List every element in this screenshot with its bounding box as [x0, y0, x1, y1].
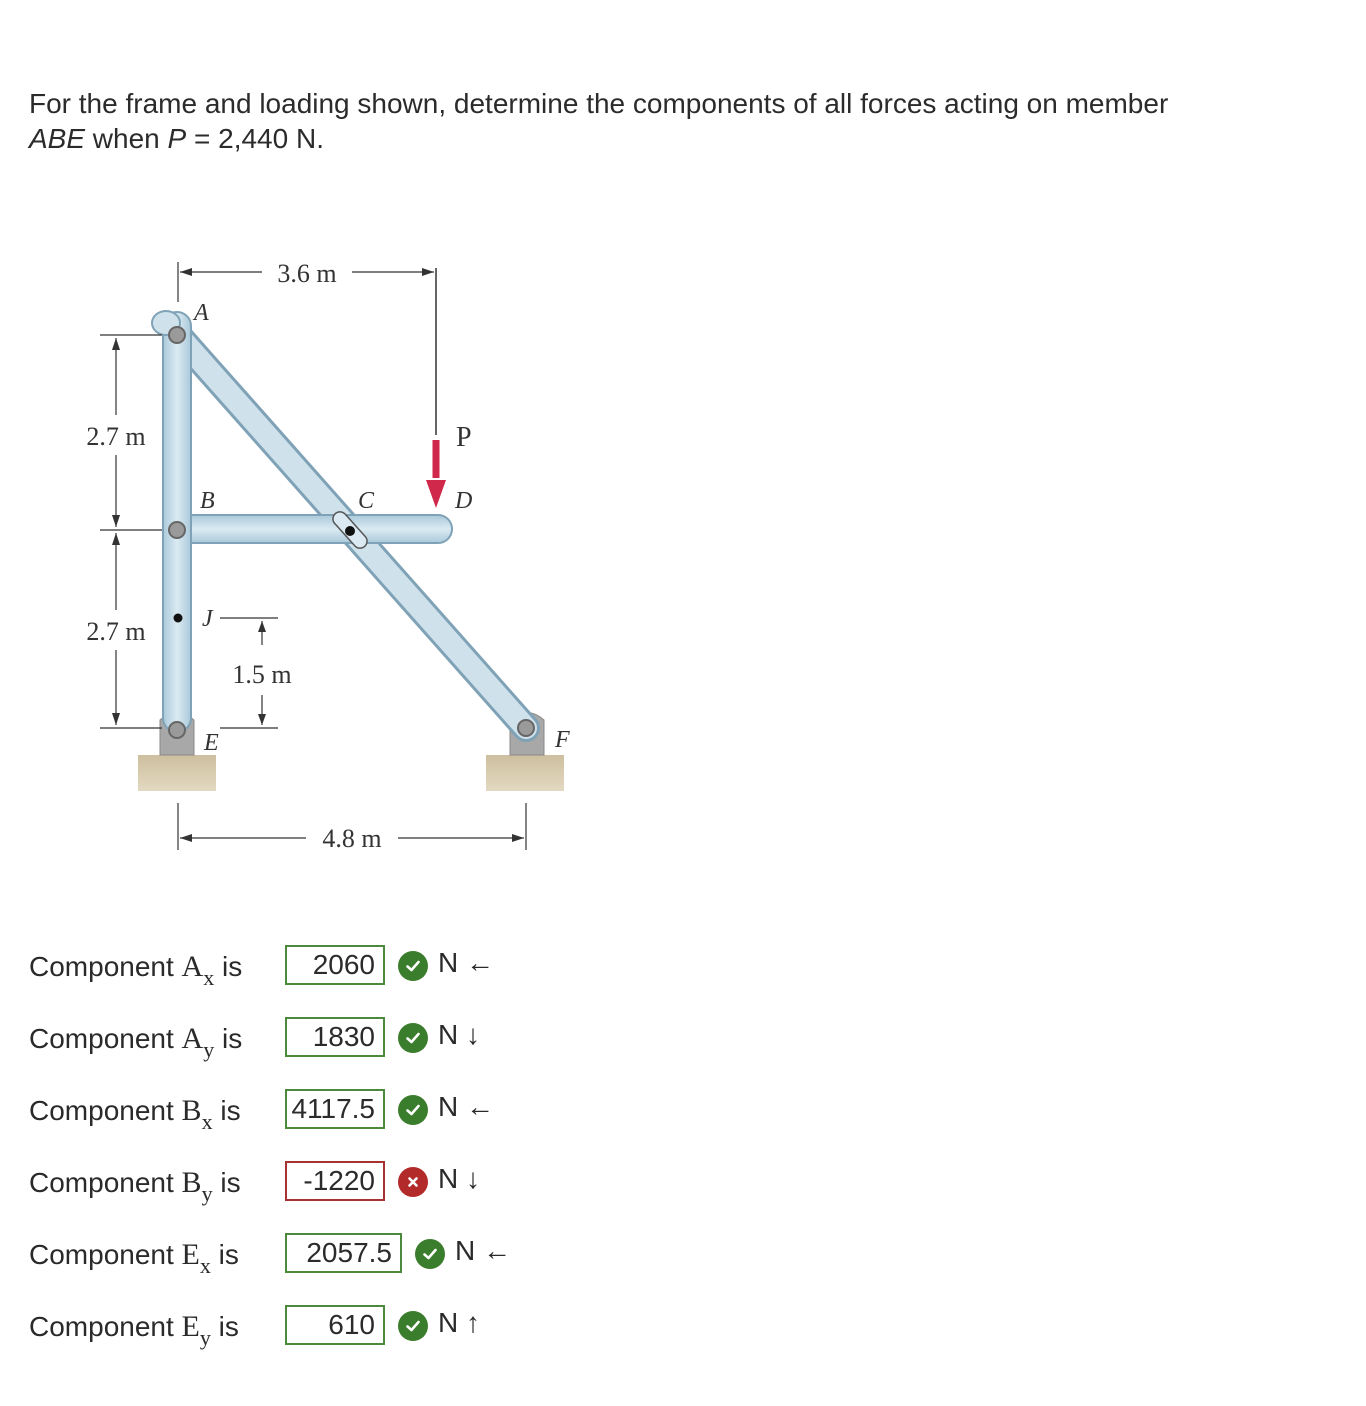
answer-row-ay	[29, 1017, 480, 1062]
dim-bottom-label: 4.8 m	[322, 824, 382, 853]
frame-diagram	[70, 250, 590, 870]
label-c: C	[358, 488, 375, 514]
check-circle-icon	[398, 1311, 428, 1341]
member-name: ABE	[29, 123, 86, 154]
x-circle-icon	[398, 1167, 428, 1197]
ground-support-e	[138, 755, 216, 791]
load-variable: P	[167, 123, 187, 154]
label-b: B	[200, 488, 215, 514]
answer-unit-by: N ↓	[438, 1163, 480, 1194]
pin-c	[345, 526, 355, 536]
answer-row-ex	[29, 1233, 511, 1278]
label-j: J	[202, 606, 213, 632]
check-circle-icon	[398, 951, 428, 981]
dim-top-label: 3.6 m	[277, 259, 337, 288]
answer-label: Component $E_x$ is	[29, 1238, 239, 1278]
answer-label: Component $A_x$ is	[29, 950, 243, 990]
problem-line1: For the frame and loading shown, determine the components of all forces acting on member	[29, 88, 1169, 119]
answer-unit-ay: N ↓	[438, 1019, 480, 1050]
answer-unit-ax: N ←	[438, 947, 494, 978]
dim-j-label: 1.5 m	[232, 660, 292, 689]
answer-row-ey	[29, 1305, 480, 1350]
answer-row-ax	[29, 945, 494, 990]
pin-f	[518, 720, 534, 736]
label-a: A	[194, 300, 209, 326]
answer-list	[29, 945, 511, 1377]
dim-left-lower-label: 2.7 m	[86, 617, 146, 646]
answer-row-by	[29, 1161, 480, 1206]
answer-input-ey[interactable]: 610	[285, 1305, 385, 1345]
answer-label: Component $B_x$ is	[29, 1094, 241, 1134]
problem-statement	[29, 86, 1339, 156]
answer-unit-ex: N ←	[455, 1235, 511, 1266]
answer-unit-ey: N ↑	[438, 1307, 480, 1338]
answer-label: Component $B_y$ is	[29, 1166, 241, 1206]
label-e: E	[204, 730, 219, 756]
check-circle-icon	[398, 1023, 428, 1053]
answer-unit-bx: N ←	[438, 1091, 494, 1122]
check-circle-icon	[415, 1239, 445, 1269]
pin-a	[169, 327, 185, 343]
pin-b	[169, 522, 185, 538]
answer-row-bx	[29, 1089, 494, 1134]
answer-label: Component $A_y$ is	[29, 1022, 243, 1062]
answer-label: Component $E_y$ is	[29, 1310, 239, 1350]
answer-input-ax[interactable]: 2060	[285, 945, 385, 985]
member-bcd	[176, 515, 452, 543]
label-p: P	[456, 422, 472, 453]
load-value: = 2,440 N.	[186, 123, 324, 154]
answer-input-ay[interactable]: 1830	[285, 1017, 385, 1057]
answer-input-by[interactable]: -1220	[285, 1161, 385, 1201]
label-f: F	[555, 727, 570, 753]
answer-input-ex[interactable]: 2057.5	[285, 1233, 402, 1273]
ground-support-f	[486, 755, 564, 791]
check-circle-icon	[398, 1095, 428, 1125]
label-d: D	[455, 488, 473, 514]
problem-when: when	[85, 123, 168, 154]
answer-input-bx[interactable]: 4117.5	[285, 1089, 385, 1129]
pin-e	[169, 722, 185, 738]
load-arrowhead-p	[426, 480, 446, 508]
dim-left-upper-label: 2.7 m	[86, 422, 146, 451]
point-j	[174, 614, 183, 623]
